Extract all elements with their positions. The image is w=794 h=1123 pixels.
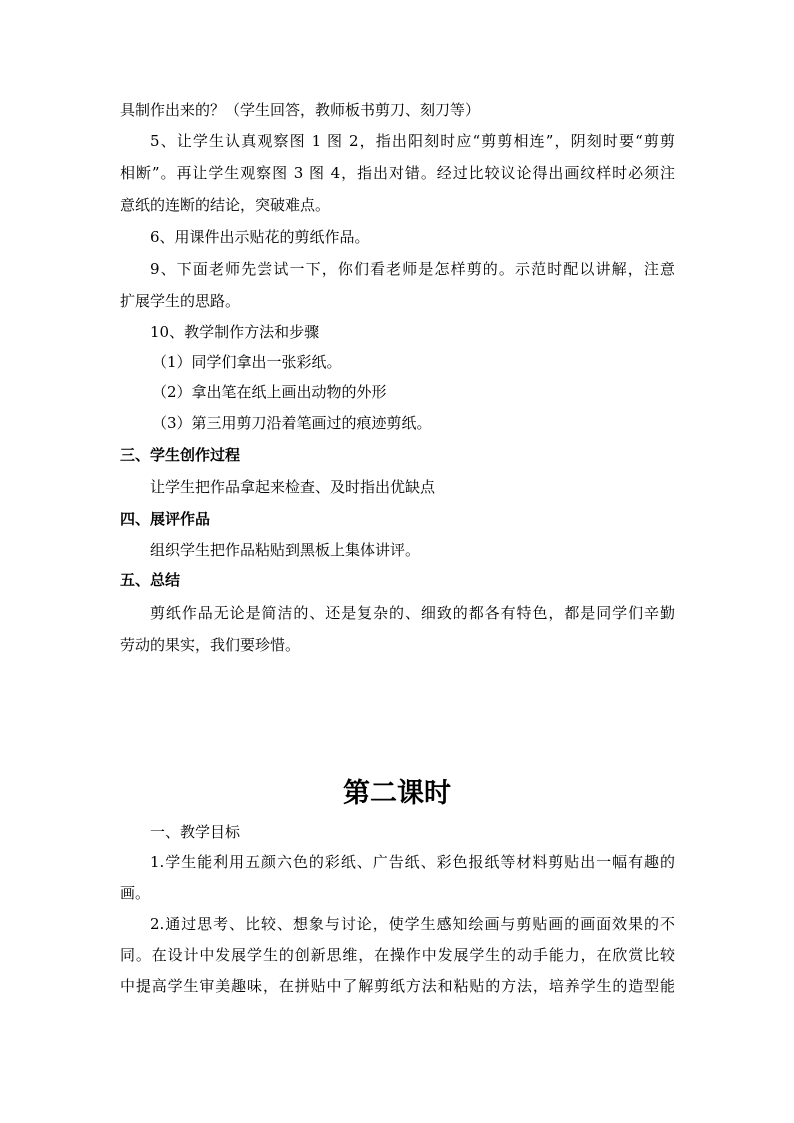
text-line: 1.学生能利用五颜六色的彩纸、广告纸、彩色报纸等材料剪贴出一幅有趣的	[150, 853, 675, 871]
list-item: （1）同学们拿出一张彩纸。	[152, 353, 342, 371]
text-line: 具制作出来的？（学生回答，教师板书剪刀、刻刀等）	[120, 101, 481, 119]
text-line: 5、让学生认真观察图 1 图 2，指出阳刻时应“剪剪相连”，阴刻时要“剪剪	[150, 132, 675, 150]
text-line: 劳动的果实，我们要珍惜。	[120, 636, 301, 654]
text-line: 9、下面老师先尝试一下，你们看老师是怎样剪的。示范时配以讲解，注意	[150, 260, 675, 278]
list-item: （3）第三用剪刀沿着笔画过的痕迹剪纸。	[152, 414, 432, 432]
text-line: 组织学生把作品粘贴到黑板上集体讲评。	[150, 541, 421, 559]
section-heading: 四、展评作品	[120, 510, 211, 528]
text-line: 意纸的连断的结论，突破难点。	[120, 196, 331, 214]
text-line: 2.通过思考、比较、想象与讨论，使学生感知绘画与剪贴画的画面效果的不	[150, 915, 675, 933]
text-line: 6、用课件出示贴花的剪纸作品。	[150, 228, 370, 246]
section-heading: 三、学生创作过程	[120, 446, 241, 464]
page-title: 第二课时	[343, 778, 451, 809]
list-item: （2）拿出笔在纸上画出动物的外形	[152, 383, 387, 401]
text-line: 10、教学制作方法和步骤	[150, 323, 320, 341]
text-line: 让学生把作品拿起来检查、及时指出优缺点	[150, 478, 436, 496]
text-line: 扩展学生的思路。	[120, 292, 241, 310]
section-heading: 五、总结	[120, 571, 181, 589]
text-line: 剪纸作品无论是简洁的、还是复杂的、细致的都各有特色，都是同学们辛勤	[150, 604, 675, 622]
text-line: 中提高学生审美趣味，在拼贴中了解剪纸方法和粘贴的方法，培养学生的造型能	[120, 977, 675, 995]
text-line: 同。在设计中发展学生的创新思维，在操作中发展学生的动手能力，在欣赏比较	[120, 946, 675, 964]
text-line: 一、教学目标	[150, 823, 241, 841]
text-line: 画。	[120, 884, 151, 902]
text-line: 相断”。再让学生观察图 3 图 4，指出对错。经过比较议论得出画纹样时必须注	[120, 164, 675, 182]
